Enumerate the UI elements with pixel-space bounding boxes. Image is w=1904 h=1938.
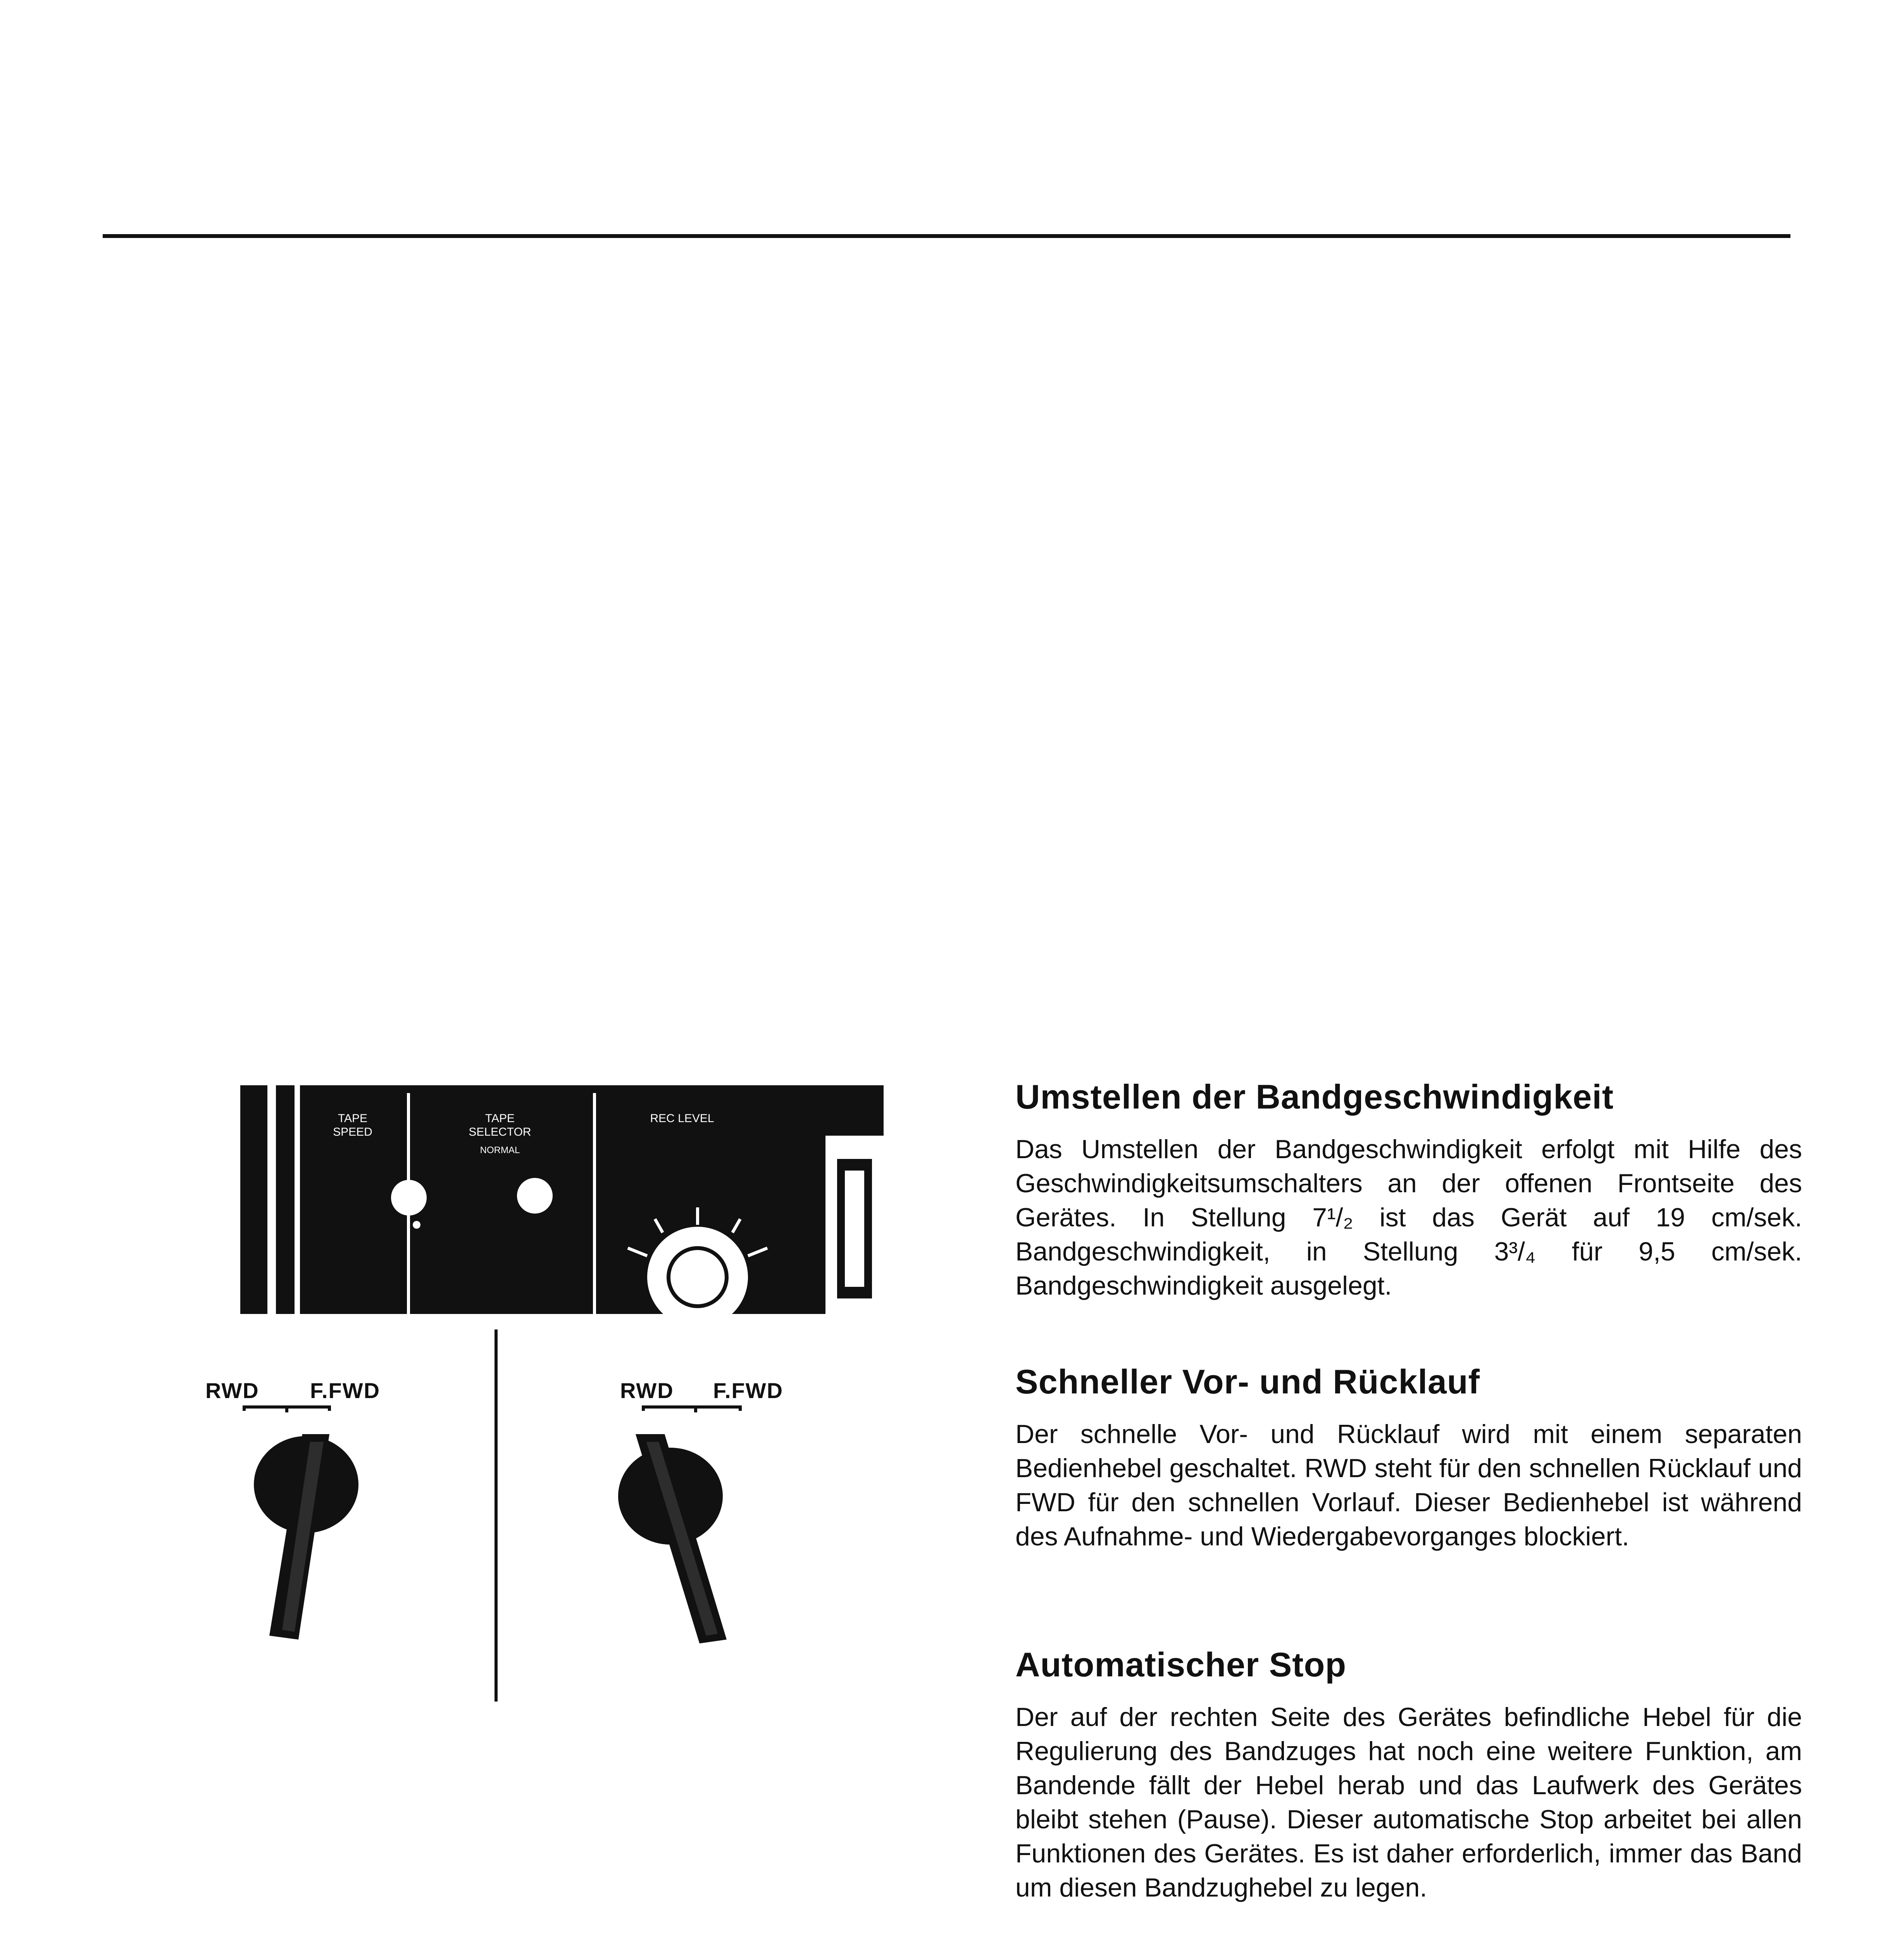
tape-selector-label-3: NORMAL [480, 1145, 520, 1155]
header-rule [103, 234, 1790, 238]
right-rwd-label: RWD [620, 1378, 674, 1403]
section-heading: Schneller Vor- und Rücklauf [1015, 1362, 1480, 1401]
lever-rwd-illustration [233, 1403, 372, 1651]
tape-selector-label-2: SELECTOR [469, 1126, 531, 1138]
section-body: Der auf der rechten Seite des Gerätes befindliche Hebel für die Regulierung des Bandzuges hat noch eine weitere Funktion, am Bandende fällt der Hebel herab und das Laufwerk des Gerätes bleibt stehen (Pause). Dieser automatische Stop arbeitet bei allen Funktionen des Gerätes. Es ist daher erforderlich, immer das Band um diesen Bandzughebel zu legen. [1015, 1702, 1802, 1902]
tape-selector-label-1: TAPE [485, 1112, 515, 1125]
section-bandgeschwindigkeit [1015, 1076, 1802, 1303]
speed-knob [391, 1180, 427, 1216]
lever-divider [495, 1329, 498, 1702]
section-body: Der schnelle Vor- und Rücklauf wird mit einem separaten Bedienhebel geschaltet. RWD steht für den schnellen Rücklauf und FWD für den schnellen Vorlauf. Dieser Bedienhebel ist während des Aufnahme- und Wiedergabevorganges blockiert. [1015, 1419, 1802, 1551]
control-panel-photo [240, 1085, 884, 1314]
lever-ffwd-illustration [612, 1403, 767, 1651]
tape-speed-label-1: TAPE [338, 1112, 368, 1125]
section-vor-ruecklauf [1015, 1360, 1802, 1554]
section-body: Das Umstellen der Bandgeschwindigkeit erfolgt mit Hilfe des Geschwindigkeitsumschalters an der offenen Frontseite des Gerätes. In Stellung 7¹/₂ ist das Gerät auf 19 cm/sek. Bandgeschwindigkeit, in Stellung 3³/₄ für 9,5 cm/sek. Bandgeschwindigkeit ausgelegt. [1015, 1135, 1802, 1300]
section-heading: Automatischer Stop [1015, 1645, 1347, 1684]
left-ffwd-label: F.FWD [310, 1378, 381, 1403]
selector-knob [517, 1178, 553, 1214]
rec-level-label: REC LEVEL [650, 1112, 714, 1125]
section-automatischer-stop [1015, 1643, 1802, 1905]
right-ffwd-label: F.FWD [713, 1378, 784, 1403]
section-heading: Umstellen der Bandgeschwindigkeit [1015, 1078, 1614, 1116]
left-rwd-label: RWD [205, 1378, 259, 1403]
tape-speed-label-2: SPEED [333, 1126, 372, 1138]
